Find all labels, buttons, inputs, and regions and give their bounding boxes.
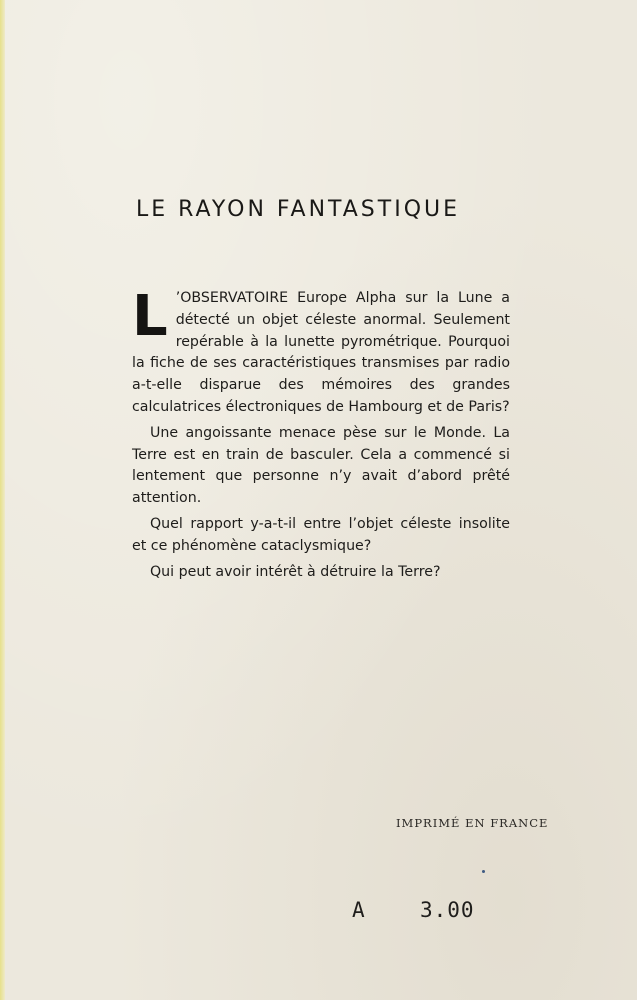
- price-code: A: [352, 898, 365, 922]
- price-value: 3.00: [420, 898, 475, 922]
- book-title: LE RAYON FANTASTIQUE: [136, 197, 461, 222]
- blurb-paragraph-1: [132, 284, 510, 419]
- blurb-paragraph-3: Quel rapport y-a-t-il entre l’objet céleste insolite et ce phénomène cataclysmique?: [132, 515, 510, 554]
- blurb-paragraph-4: Qui peut avoir intérêt à détruire la Terre?: [150, 563, 441, 580]
- blurb-paragraph-1-text: ’OBSERVATOIRE Europe Alpha sur la Lune a détecté un objet céleste anormal. Seulement repérable à la lunette pyrométrique. Pourquoi la fiche de ses caractéristiques transmises par radio a-t-elle disparue des mémoires des grandes calculatrices électroniques de Hambourg et de Paris?: [132, 290, 510, 415]
- printed-in-france-notice: IMPRIMÉ EN FRANCE: [396, 816, 549, 830]
- blurb-text: [132, 284, 510, 587]
- ink-speck: [482, 870, 485, 873]
- drop-cap-letter: L: [132, 284, 168, 349]
- blurb-paragraph-2: Une angoissante menace pèse sur le Monde. La Terre est en train de basculer. Cela a commencé si lentement que personne n’y avait d’abord prêté attention.: [132, 424, 510, 507]
- price-stamp: [352, 898, 512, 928]
- spine-edge: [0, 0, 5, 1000]
